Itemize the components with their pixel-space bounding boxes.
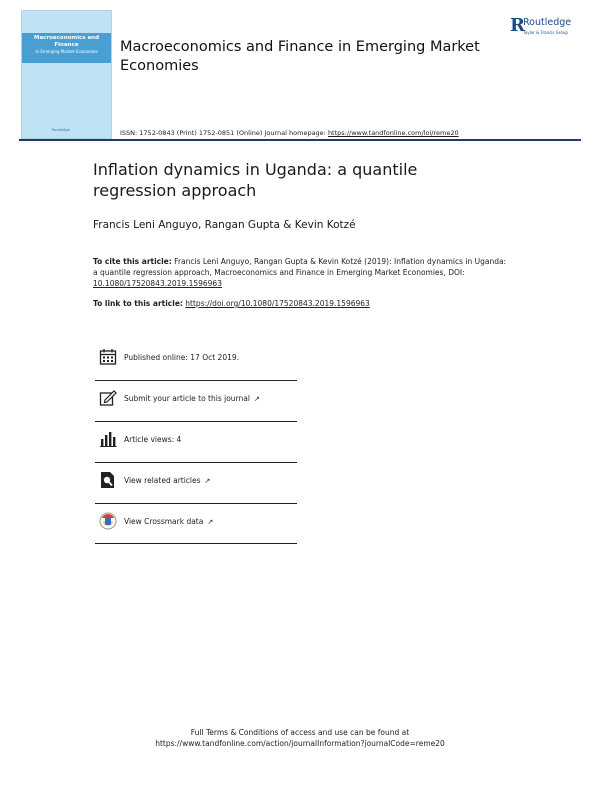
cover-subtitle: in Emerging Market Economies	[35, 49, 98, 54]
citation-block	[93, 256, 513, 289]
header-divider	[19, 139, 581, 141]
external-link-icon: ↗	[207, 518, 214, 526]
bar-chart-icon	[99, 430, 117, 448]
journal-cover-image	[21, 10, 112, 139]
logo-name: Routledge	[523, 17, 572, 28]
crossmark-icon	[99, 512, 117, 530]
citation-label: To cite this article:	[93, 257, 172, 266]
article-doi-url[interactable]: https://doi.org/10.1080/17520843.2019.1596963	[185, 299, 370, 308]
routledge-mark-icon: R	[510, 15, 525, 36]
crossmark-label[interactable]: View Crossmark data	[124, 517, 204, 526]
article-views-row	[95, 422, 297, 463]
cover-publisher: Routledge	[52, 128, 70, 132]
submit-article-label[interactable]: Submit your article to this journal	[124, 394, 250, 403]
link-label: To link to this article:	[93, 299, 183, 308]
magnify-document-icon	[99, 471, 117, 489]
published-online-label: Published online: 17 Oct 2019.	[124, 353, 240, 362]
external-link-icon: ↗	[204, 477, 211, 485]
published-online-row	[95, 340, 297, 381]
submit-article-row[interactable]	[95, 381, 297, 422]
routledge-logo	[510, 15, 590, 41]
logo-tagline: Taylor & Francis Group	[523, 30, 568, 35]
row-divider	[95, 543, 297, 544]
related-articles-label[interactable]: View related articles	[124, 476, 201, 485]
cover-title: Macroeconomics and Finance	[33, 35, 100, 48]
calendar-icon	[99, 348, 117, 366]
crossmark-row[interactable]	[95, 504, 297, 545]
footer	[0, 727, 600, 749]
citation-text: Francis Leni Anguyo, Rangan Gupta & Kevin Kotzé (2019): Inflation dynamics in Uganda: a quantile regression approach, Macroeconomics and Finance in Emerging Market Economies, DOI:	[93, 257, 507, 277]
article-title: Inflation dynamics in Uganda: a quantile regression approach	[93, 160, 418, 200]
related-articles-row[interactable]	[95, 463, 297, 504]
article-link-line	[93, 299, 370, 308]
journal-title: Macroeconomics and Finance in Emerging Market Economies	[120, 39, 480, 74]
issn-text: ISSN: 1752-0843 (Print) 1752-0851 (Online) Journal homepage:	[120, 129, 328, 137]
footer-terms-text: Full Terms & Conditions of access and use can be found at	[190, 728, 410, 737]
external-link-icon: ↗	[253, 395, 260, 403]
doi-link[interactable]: 10.1080/17520843.2019.1596963	[93, 279, 222, 288]
pencil-edit-icon	[99, 389, 117, 407]
article-authors: Francis Leni Anguyo, Rangan Gupta & Kevin Kotzé	[93, 219, 356, 231]
issn-line	[120, 129, 459, 137]
article-views-label: Article views: 4	[124, 435, 182, 444]
footer-url[interactable]: https://www.tandfonline.com/action/journalInformation?journalCode=reme20	[155, 739, 445, 748]
journal-homepage-link[interactable]: https://www.tandfonline.com/loi/reme20	[327, 129, 459, 137]
